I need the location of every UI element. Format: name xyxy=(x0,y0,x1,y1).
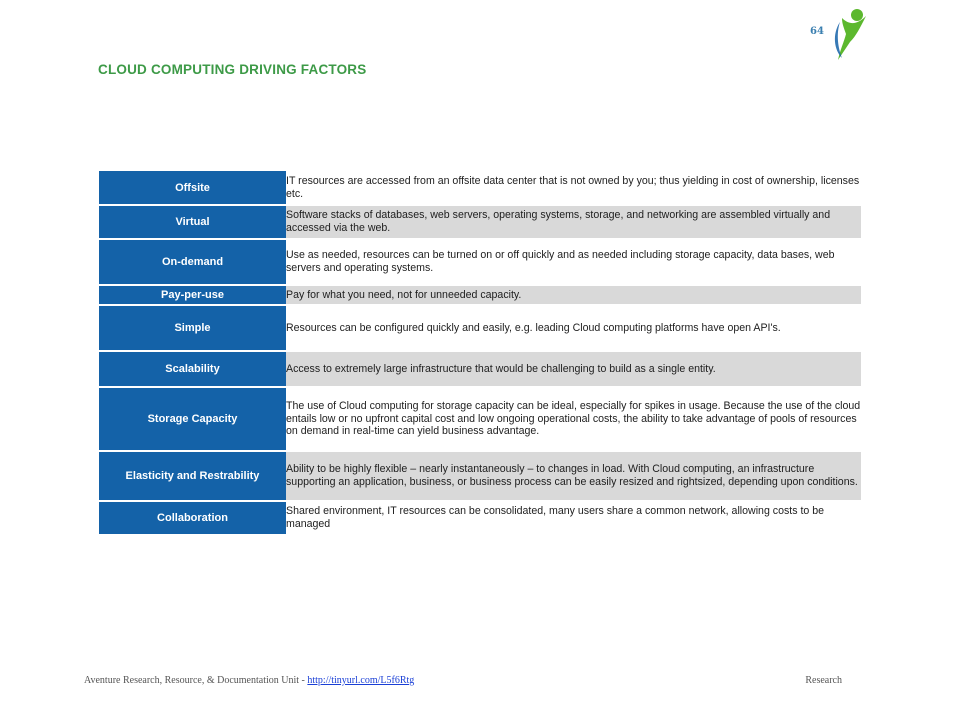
factor-label: Simple xyxy=(99,305,286,351)
footer-section-label: Research xyxy=(805,675,842,686)
table-row xyxy=(99,351,861,387)
table-row xyxy=(99,239,861,285)
factor-label: Elasticity and Restrability xyxy=(99,451,286,501)
table-row xyxy=(99,285,861,305)
table-row xyxy=(99,501,861,535)
table-row xyxy=(99,205,861,239)
factor-label: Storage Capacity xyxy=(99,387,286,451)
table-row xyxy=(99,387,861,451)
factor-description: The use of Cloud computing for storage capacity can be ideal, especially for spikes in usage. Because the use of the cloud entails low or no upfront capital cost and low ongoing operational costs, the ability to take advantage of pools of resources on demand in real-time can yield business advantage. xyxy=(286,387,861,451)
factor-label: Virtual xyxy=(99,205,286,239)
logo-number: 64 xyxy=(810,26,824,37)
company-logo xyxy=(800,4,874,62)
table-row xyxy=(99,305,861,351)
factor-description: Shared environment, IT resources can be consolidated, many users share a common network, allowing costs to be managed xyxy=(286,501,861,535)
driving-factors-table xyxy=(99,171,861,536)
factor-description: Use as needed, resources can be turned on or off quickly and as needed including storage capacity, data bases, web servers and operating systems. xyxy=(286,239,861,285)
factor-description: Ability to be highly flexible – nearly instantaneously – to changes in load. With Cloud computing, an infrastructure supporting an application, business, or business process can be easily resized and rightsized, depending upon conditions. xyxy=(286,451,861,501)
factor-label: On-demand xyxy=(99,239,286,285)
factor-label: Scalability xyxy=(99,351,286,387)
factor-label: Collaboration xyxy=(99,501,286,535)
table-row xyxy=(99,171,861,205)
footer-link[interactable]: http://tinyurl.com/L5f6Rtg xyxy=(307,675,415,686)
footer-source-text: Aventure Research, Resource, & Documentation Unit - xyxy=(84,675,308,686)
table-row xyxy=(99,451,861,501)
page-title: CLOUD COMPUTING DRIVING FACTORS xyxy=(98,62,367,77)
factor-description: Pay for what you need, not for unneeded capacity. xyxy=(286,285,861,305)
factor-description: Software stacks of databases, web servers, operating systems, storage, and networking are assembled virtually and accessed via the web. xyxy=(286,205,861,239)
factor-label: Pay-per-use xyxy=(99,285,286,305)
factor-description: IT resources are accessed from an offsite data center that is not owned by you; thus yielding in cost of ownership, licenses etc. xyxy=(286,171,861,205)
footer-source xyxy=(84,675,414,686)
factor-description: Access to extremely large infrastructure that would be challenging to build as a single entity. xyxy=(286,351,861,387)
factor-description: Resources can be configured quickly and easily, e.g. leading Cloud computing platforms have open API's. xyxy=(286,305,861,351)
factor-label: Offsite xyxy=(99,171,286,205)
